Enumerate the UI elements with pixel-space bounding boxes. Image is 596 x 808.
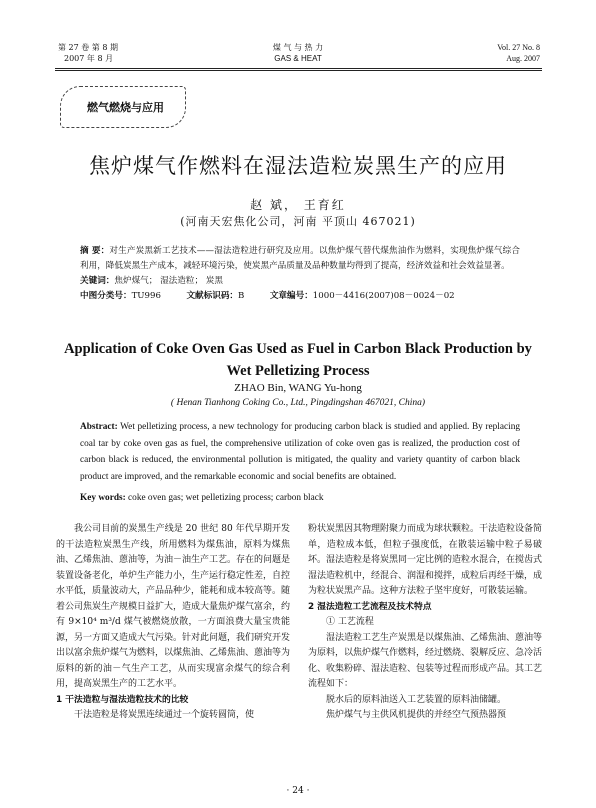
body-column-left — [56, 522, 290, 724]
subsection-heading: ① 工艺流程 — [326, 617, 374, 627]
body-paragraph: 干法造粒是将炭黑连续通过一个旋转圆筒，使 — [74, 710, 255, 720]
abstract-en — [80, 419, 520, 485]
journal-name-cn: 煤 气 与 热 力 — [272, 43, 324, 52]
body-paragraph: 焦炉煤气与主供风机提供的并经空气预热器预 — [326, 710, 507, 720]
authors-en: ZHAO Bin, WANG Yu-hong — [234, 382, 362, 394]
abstract-en-text: Wet pelletizing process, a new technology for producing carbon black is studied and applied. By replacing coal tar by coke oven gas as fuel, the comprehensive utilization of coke oven gas is realized, the production cost of carbon black is reduced, the environmental pollution is mitigated, the quality and variety quantity of carbon black product are improved, and the remarkable economic and social benefits are obtained. — [80, 422, 521, 482]
article-no-value: 1000－4416(2007)08－0024－02 — [312, 291, 455, 301]
abstract-cn — [80, 244, 520, 304]
doc-code-label: 文献标识码： — [186, 291, 239, 301]
keywords-en-text: coke oven gas; wet pelletizing process; carbon black — [128, 493, 324, 503]
section-tag-label: 燃气燃烧与应用 — [87, 101, 164, 114]
authors-cn: 赵 斌， 王育红 — [250, 198, 346, 212]
body-paragraph: 粉状炭黑因其物理附聚力而成为球状颗粒。干法造粒设备简单，造粒成本低，但粒子强度低，在散装运输中粒子易破坏。湿法造粒是将炭黑同一定比例的造粒水混合，在搅齿式湿法造粒机中，经混合、润湿和搅拌，成粒后再经干燥，成为粒状炭黑产品。这种方法粒子坚牢度好，可散装运输。 — [308, 524, 543, 596]
classification-line — [80, 289, 520, 304]
keywords-cn-text: 焦炉煤气； 湿法造粒； 炭黑 — [114, 276, 223, 286]
journal-volume: 第 27 卷 第 8 期 — [58, 43, 118, 52]
title-cn: 焦炉煤气作燃料在湿法造粒炭黑生产的应用 — [89, 154, 507, 178]
header-rule-thin — [55, 70, 542, 71]
section-heading-2: 2 湿法造粒工艺流程及技术特点 — [308, 601, 432, 612]
header-rule — [55, 68, 542, 69]
journal-volume-en: Vol. 27 No. 8 — [497, 43, 540, 52]
keywords-cn — [80, 274, 520, 289]
doc-code-value: B — [238, 291, 245, 301]
title-en: Application of Coke Oven Gas Used as Fuel in Carbon Black Production by Wet Pelletizing Process — [64, 341, 532, 379]
page-number: · 24 · — [286, 786, 310, 796]
abstract-cn-body — [80, 244, 520, 274]
body-column-right — [308, 522, 542, 724]
body-paragraph: 脱水后的原料油送入工艺装置的原料油储罐。 — [326, 694, 507, 705]
affiliation-en: ( Henan Tianhong Coking Co., Ltd., Pingdingshan 467021, China) — [170, 398, 426, 408]
clc-label: 中图分类号： — [80, 291, 132, 301]
abstract-en-label: Abstract: — [80, 422, 118, 432]
affiliation-cn: (河南天宏焦化公司，河南 平顶山 467021) — [180, 215, 416, 228]
journal-name-en: GAS & HEAT — [274, 54, 322, 63]
section-heading-1: 1 干法造粒与湿法造粒技术的比较 — [56, 694, 189, 705]
abstract-cn-label: 摘 要： — [80, 246, 110, 256]
journal-date-en: Aug. 2007 — [506, 54, 540, 63]
body-paragraph: 我公司目前的炭黑生产线是 20 世纪 80 年代早期开发的干法造粒炭黑生产线，所用燃料为煤焦油，原料为煤焦油、乙烯焦油、蒽油等，为油－油生产工艺。存在的问题是装置设备老化，单炉生产能力小，生产运行稳定性差，自控水平低，质量波动大，产品品种少，能耗和成本较高等。随着公司焦炭生产规模日益扩大，造成大量焦炉煤气富余，约有 9×10⁴ m³/d 煤气被燃烧放散，一方面浪费大量宝贵能源，另一方面又造成大气污染。针对此问题，我们研究开发出以富余焦炉煤气为燃料，以煤焦油、乙烯焦油、蒽油等为原料的新的油－气生产工艺，从而实现富余煤气的综合利用，提高炭黑生产的工艺水平。 — [56, 524, 291, 689]
journal-issue-en — [497, 42, 540, 64]
keywords-en — [80, 493, 520, 503]
section-tag — [60, 86, 186, 128]
article-no-label: 文章编号： — [269, 291, 313, 301]
body-paragraph: 湿法造粒工艺生产炭黑是以煤焦油、乙烯焦油、蒽油等为原料，以焦炉煤气作燃料，经过燃烧、裂解反应、急冷活化、收集粉碎、湿法造粒、包装等过程而形成产品。其工艺流程如下： — [308, 632, 543, 689]
clc-value: TU996 — [131, 291, 161, 301]
keywords-en-label: Key words: — [80, 493, 126, 503]
abstract-cn-text: 对生产炭黑新工艺技术——湿法造粒进行研究及应用。以焦炉煤气替代煤焦油作为燃料，实现焦炉煤气综合利用，降低炭黑生产成本，减轻环境污染，使炭黑产品质量及品种数量均得到了提高，经济效益和社会效益显著。 — [80, 246, 520, 271]
keywords-cn-label: 关键词： — [80, 276, 115, 286]
journal-date: 2007 年 8 月 — [64, 54, 114, 63]
